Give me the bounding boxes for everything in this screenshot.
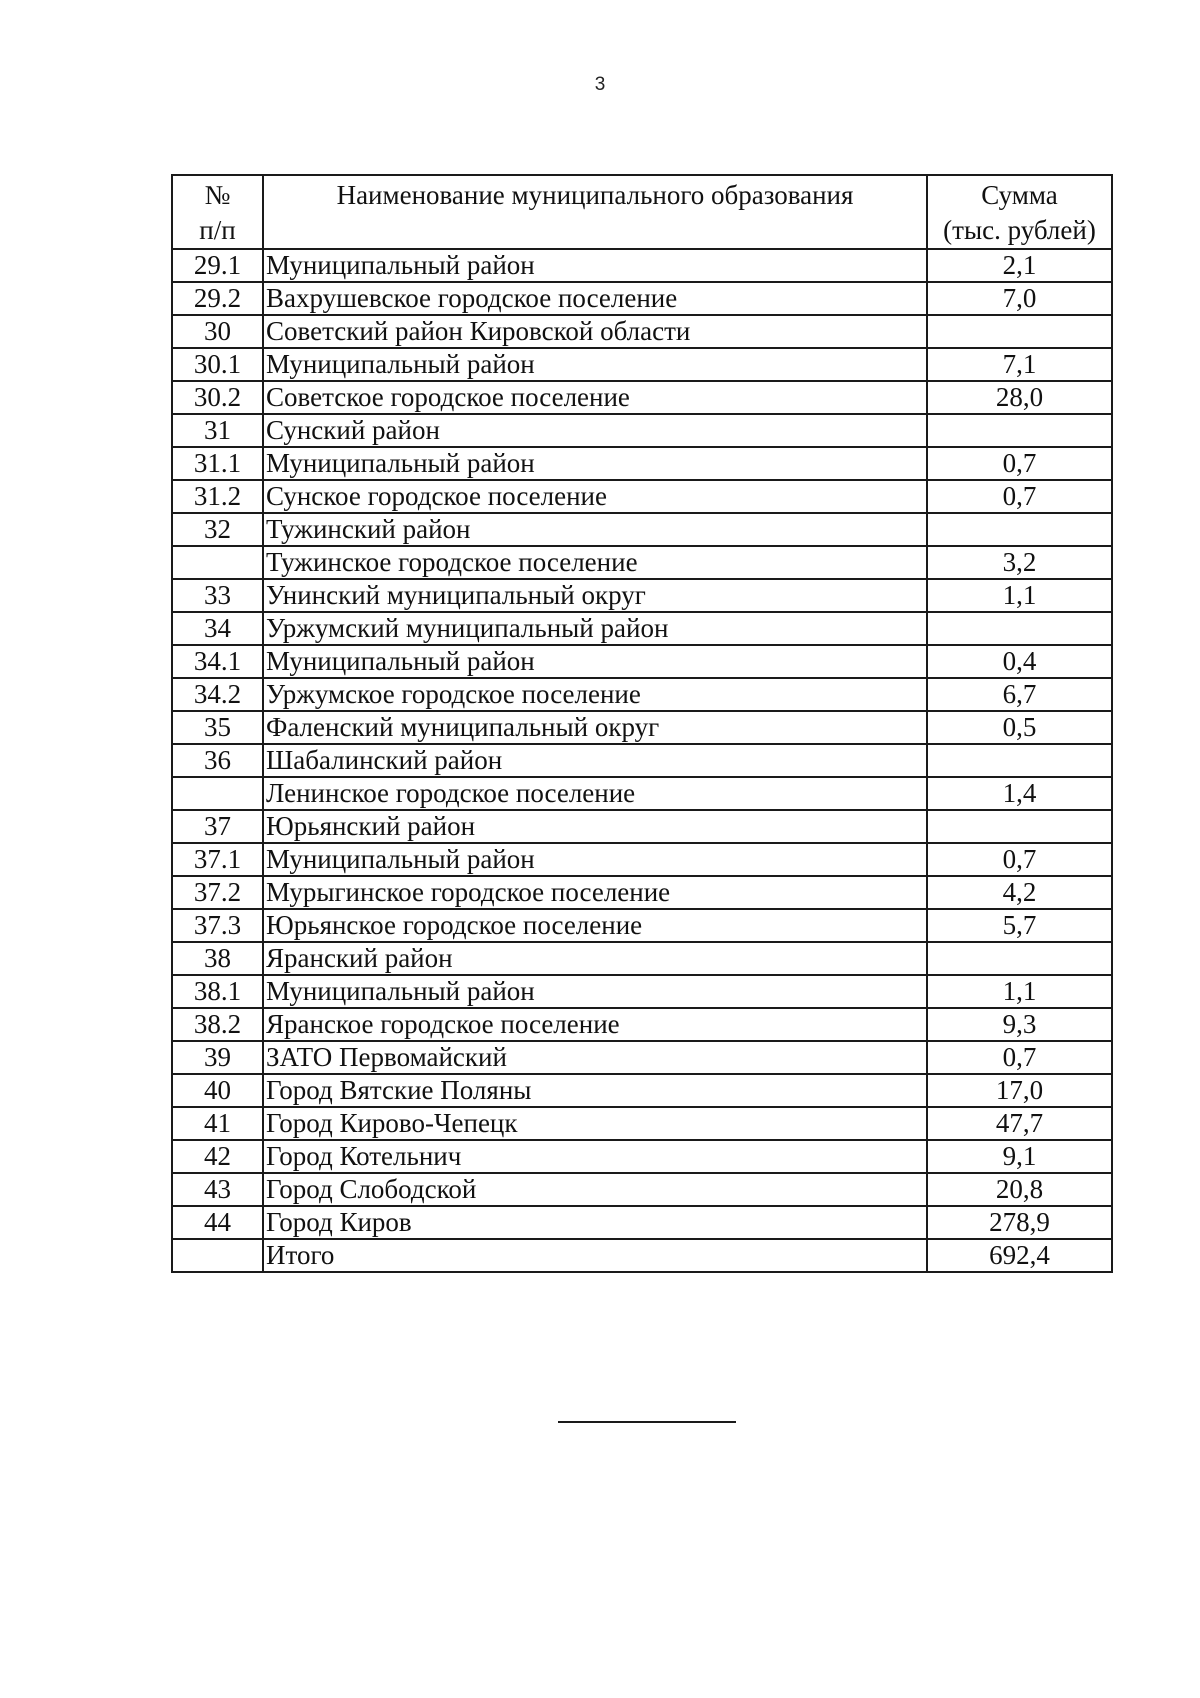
table-row (172, 1140, 1112, 1173)
row-sum-cell: 3,2 (927, 546, 1112, 579)
closing-rule-line (558, 1421, 736, 1423)
table-row (172, 282, 1112, 315)
table-row (172, 744, 1112, 777)
row-name-cell: Мурыгинское городское поселение (263, 876, 927, 909)
row-name-cell: Уржумский муниципальный район (263, 612, 927, 645)
row-name-cell: Муниципальный район (263, 249, 927, 282)
row-sum-cell: 20,8 (927, 1173, 1112, 1206)
page-number: 3 (594, 74, 606, 95)
row-name-cell: Советское городское поселение (263, 381, 927, 414)
row-number-cell: 29.1 (172, 249, 263, 282)
row-sum-cell: 7,1 (927, 348, 1112, 381)
row-sum-cell: 1,1 (927, 579, 1112, 612)
header-sum-unit: (тыс. рублей) (943, 215, 1096, 245)
row-name-cell: Сунское городское поселение (263, 480, 927, 513)
table-row (172, 1107, 1112, 1140)
row-number-cell: 30 (172, 315, 263, 348)
header-number-column (172, 175, 263, 249)
table-header-row (172, 175, 1112, 249)
row-number-cell: 44 (172, 1206, 263, 1239)
row-sum-cell: 9,1 (927, 1140, 1112, 1173)
row-number-cell: 34.2 (172, 678, 263, 711)
table-row (172, 876, 1112, 909)
row-number-cell: 37 (172, 810, 263, 843)
row-name-cell: Итого (263, 1239, 927, 1272)
row-name-cell: Город Слободской (263, 1173, 927, 1206)
row-number-cell: 32 (172, 513, 263, 546)
row-name-cell: Яранский район (263, 942, 927, 975)
row-number-cell: 40 (172, 1074, 263, 1107)
table-row (172, 1206, 1112, 1239)
header-sum-title: Сумма (981, 180, 1058, 210)
row-number-cell: 35 (172, 711, 263, 744)
row-name-cell: ЗАТО Первомайский (263, 1041, 927, 1074)
municipal-sums-table (171, 174, 1113, 1273)
row-name-cell: Город Вятские Поляны (263, 1074, 927, 1107)
table-row (172, 678, 1112, 711)
row-number-cell: 37.3 (172, 909, 263, 942)
row-sum-cell: 0,7 (927, 480, 1112, 513)
table-row (172, 975, 1112, 1008)
row-name-cell: Яранское городское поселение (263, 1008, 927, 1041)
row-number-cell: 36 (172, 744, 263, 777)
row-name-cell: Вахрушевское городское поселение (263, 282, 927, 315)
table-row (172, 447, 1112, 480)
row-sum-cell: 0,5 (927, 711, 1112, 744)
row-name-cell: Город Кирово-Чепецк (263, 1107, 927, 1140)
row-number-cell: 30.1 (172, 348, 263, 381)
row-sum-cell: 47,7 (927, 1107, 1112, 1140)
row-sum-cell: 0,4 (927, 645, 1112, 678)
row-name-cell: Юрьянский район (263, 810, 927, 843)
row-name-cell: Ленинское городское поселение (263, 777, 927, 810)
row-name-cell: Тужинский район (263, 513, 927, 546)
row-name-cell: Муниципальный район (263, 348, 927, 381)
row-sum-cell: 0,7 (927, 447, 1112, 480)
table-body (172, 249, 1112, 1272)
row-number-cell (172, 777, 263, 810)
row-number-cell: 31.1 (172, 447, 263, 480)
row-sum-cell: 0,7 (927, 1041, 1112, 1074)
header-number-symbol: № (204, 180, 231, 210)
row-sum-cell: 6,7 (927, 678, 1112, 711)
row-name-cell: Муниципальный район (263, 447, 927, 480)
row-sum-cell (927, 810, 1112, 843)
row-number-cell: 34.1 (172, 645, 263, 678)
table-row (172, 513, 1112, 546)
table-row (172, 777, 1112, 810)
row-name-cell: Сунский район (263, 414, 927, 447)
row-name-cell: Город Киров (263, 1206, 927, 1239)
table-row (172, 810, 1112, 843)
table-row (172, 612, 1112, 645)
row-number-cell: 31.2 (172, 480, 263, 513)
row-number-cell: 29.2 (172, 282, 263, 315)
row-sum-cell: 278,9 (927, 1206, 1112, 1239)
row-sum-cell: 692,4 (927, 1239, 1112, 1272)
table-row (172, 942, 1112, 975)
row-name-cell: Муниципальный район (263, 975, 927, 1008)
row-sum-cell: 5,7 (927, 909, 1112, 942)
table-row (172, 1041, 1112, 1074)
table-row (172, 381, 1112, 414)
row-sum-cell: 9,3 (927, 1008, 1112, 1041)
header-sum-column (927, 175, 1112, 249)
table-row (172, 315, 1112, 348)
table-row (172, 909, 1112, 942)
row-sum-cell: 1,1 (927, 975, 1112, 1008)
row-name-cell: Город Котельнич (263, 1140, 927, 1173)
row-sum-cell: 28,0 (927, 381, 1112, 414)
row-name-cell: Муниципальный район (263, 645, 927, 678)
table-row (172, 249, 1112, 282)
header-number-abbrev: п/п (199, 215, 236, 245)
row-name-cell: Тужинское городское поселение (263, 546, 927, 579)
table-row (172, 348, 1112, 381)
table-row (172, 1074, 1112, 1107)
table-row (172, 645, 1112, 678)
row-number-cell: 37.2 (172, 876, 263, 909)
table-row (172, 579, 1112, 612)
row-sum-cell: 0,7 (927, 843, 1112, 876)
table-row (172, 414, 1112, 447)
table-row (172, 1008, 1112, 1041)
table-row (172, 1239, 1112, 1272)
table-row (172, 480, 1112, 513)
row-sum-cell: 2,1 (927, 249, 1112, 282)
row-sum-cell (927, 414, 1112, 447)
row-number-cell: 41 (172, 1107, 263, 1140)
table-row (172, 1173, 1112, 1206)
table-row (172, 546, 1112, 579)
row-name-cell: Юрьянское городское поселение (263, 909, 927, 942)
row-number-cell: 39 (172, 1041, 263, 1074)
row-sum-cell (927, 612, 1112, 645)
row-sum-cell: 1,4 (927, 777, 1112, 810)
row-name-cell: Советский район Кировской области (263, 315, 927, 348)
row-name-cell: Шабалинский район (263, 744, 927, 777)
row-number-cell (172, 1239, 263, 1272)
header-name-column: Наименование муниципального образования (263, 175, 927, 249)
row-number-cell: 34 (172, 612, 263, 645)
row-sum-cell: 17,0 (927, 1074, 1112, 1107)
row-number-cell (172, 546, 263, 579)
row-name-cell: Уржумское городское поселение (263, 678, 927, 711)
row-number-cell: 43 (172, 1173, 263, 1206)
row-sum-cell (927, 942, 1112, 975)
row-sum-cell: 4,2 (927, 876, 1112, 909)
table-row (172, 711, 1112, 744)
row-number-cell: 37.1 (172, 843, 263, 876)
row-sum-cell: 7,0 (927, 282, 1112, 315)
row-number-cell: 38 (172, 942, 263, 975)
row-sum-cell (927, 513, 1112, 546)
table-row (172, 843, 1112, 876)
row-number-cell: 31 (172, 414, 263, 447)
row-number-cell: 38.2 (172, 1008, 263, 1041)
row-name-cell: Фаленский муниципальный округ (263, 711, 927, 744)
row-number-cell: 30.2 (172, 381, 263, 414)
row-number-cell: 33 (172, 579, 263, 612)
row-sum-cell (927, 315, 1112, 348)
row-name-cell: Унинский муниципальный округ (263, 579, 927, 612)
row-name-cell: Муниципальный район (263, 843, 927, 876)
row-number-cell: 38.1 (172, 975, 263, 1008)
row-sum-cell (927, 744, 1112, 777)
row-number-cell: 42 (172, 1140, 263, 1173)
